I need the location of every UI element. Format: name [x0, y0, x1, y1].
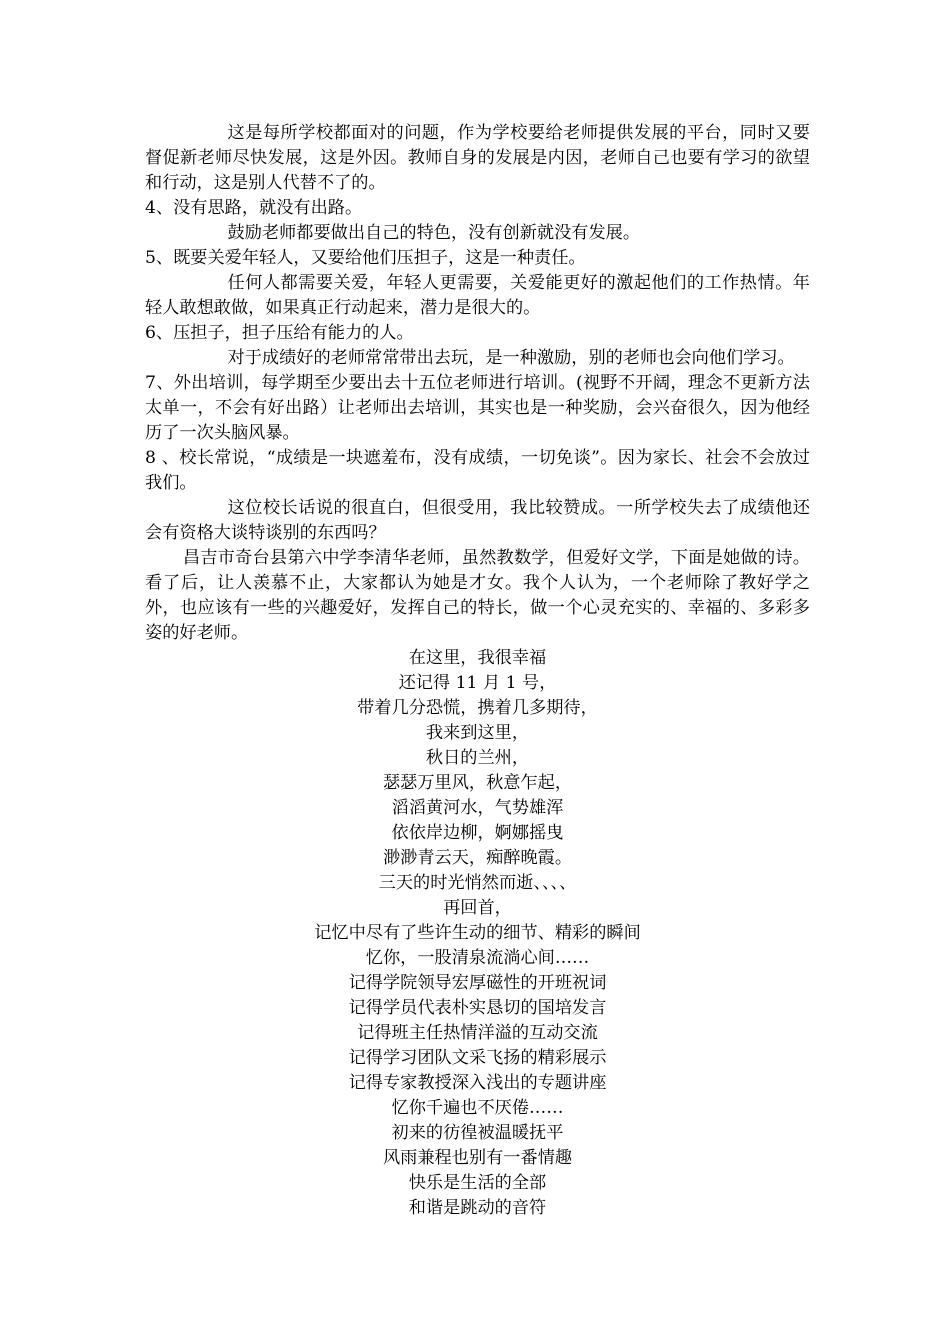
- paragraph-point-5: 任何人都需要关爱，年轻人更需要，关爱能更好的激起他们的工作热情。年轻人敢想敢做，如果真正行动起来，潜力是很大的。: [145, 273, 810, 318]
- point-7-paragraph: 7、外出培训，每学期至少要出去十五位老师进行培训。(视野不开阔，理念不更新方法太单一，不会有好出路）让老师出去培训，其实也是一种奖励，会兴奋很久，因为他经历了一次头脑风暴。: [145, 373, 810, 443]
- point-8-paragraph: 8 、校长常说，“成绩是一块遮羞布，没有成绩，一切免谈”。因为家长、社会不会放过我们。: [145, 448, 810, 493]
- poem-line: 依依岸边柳，婀娜摇曳: [391, 823, 564, 843]
- point-4-heading: 4、没有思路，就没有出路。: [145, 198, 363, 218]
- paragraph-point-6: 对于成绩好的老师常常带出去玩，是一种激励，别的老师也会向他们学习。: [227, 348, 795, 368]
- poem-line: 记得学习团队文采飞扬的精彩展示: [348, 1048, 607, 1068]
- paragraph-point-4: 鼓励老师都要做出自己的特色，没有创新就没有发展。: [227, 223, 641, 243]
- poem-line: 秋日的兰州，: [425, 748, 530, 768]
- poem-line: 和谐是跳动的音符: [408, 1198, 547, 1218]
- document-page: [145, 121, 810, 1221]
- poem-title: 在这里，我很幸福: [408, 648, 547, 668]
- poem-line: 记得专家教授深入浅出的专题讲座: [348, 1073, 607, 1093]
- poem-line: 风雨兼程也别有一番情趣: [382, 1148, 573, 1168]
- poem-line: 初来的彷徨被温暖抚平: [391, 1123, 564, 1143]
- poem-line: 记得学员代表朴实恳切的国培发言: [348, 998, 607, 1018]
- paragraph-teacher-intro: 昌吉市奇台县第六中学李清华老师，虽然教数学，但爱好文学，下面是她做的诗。看了后，让人羡慕不止，大家都认为她是才女。我个人认为，一个老师除了教好学之外，也应该有一些的兴趣爱好，发挥自己的特长，做一个心灵充实的、幸福的、多彩多姿的好老师。: [145, 548, 810, 643]
- poem-line: 我来到这里，: [425, 723, 530, 743]
- point-5-heading: 5、既要关爱年轻人，又要给他们压担子，这是一种责任。: [145, 248, 586, 268]
- paragraph-principal-comment: 这位校长话说的很直白，但很受用，我比较赞成。一所学校失去了成绩他还会有资格大谈特谈别的东西吗？: [145, 498, 810, 543]
- poem-line: 记得班主任热情洋溢的互动交流: [357, 1023, 598, 1043]
- poem-line: 记得学院领导宏厚磁性的开班祝词: [348, 973, 607, 993]
- poem-line: 滔滔黄河水，气势雄浑: [391, 798, 564, 818]
- poem-line: 瑟瑟万里风，秋意乍起，: [382, 773, 573, 793]
- paragraph-school-development: 这是每所学校都面对的问题，作为学校要给老师提供发展的平台，同时又要督促新老师尽快发展，这是外因。教师自身的发展是内因，老师自己也要有学习的欲望和行动，这是别人代替不了的。: [145, 123, 810, 193]
- poem: [145, 646, 810, 1221]
- poem-line: 带着几分恐慌，携着几多期待，: [357, 698, 598, 718]
- poem-line: 再回首，: [443, 898, 512, 918]
- poem-line: 三天的时光悄然而逝、、、、: [378, 873, 577, 893]
- poem-line: 渺渺青云天，痴醉晚霞。: [382, 848, 573, 868]
- poem-line: 还记得 11 月 1 号，: [398, 673, 557, 693]
- poem-line: 记忆中尽有了些许生动的细节、精彩的瞬间: [314, 923, 641, 943]
- point-6-heading: 6、压担子，担子压给有能力的人。: [145, 323, 414, 343]
- poem-line: 忆你千遍也不厌倦……: [391, 1098, 564, 1118]
- poem-line: 忆你，一股清泉流淌心间……: [365, 948, 590, 968]
- poem-line: 快乐是生活的全部: [408, 1173, 547, 1193]
